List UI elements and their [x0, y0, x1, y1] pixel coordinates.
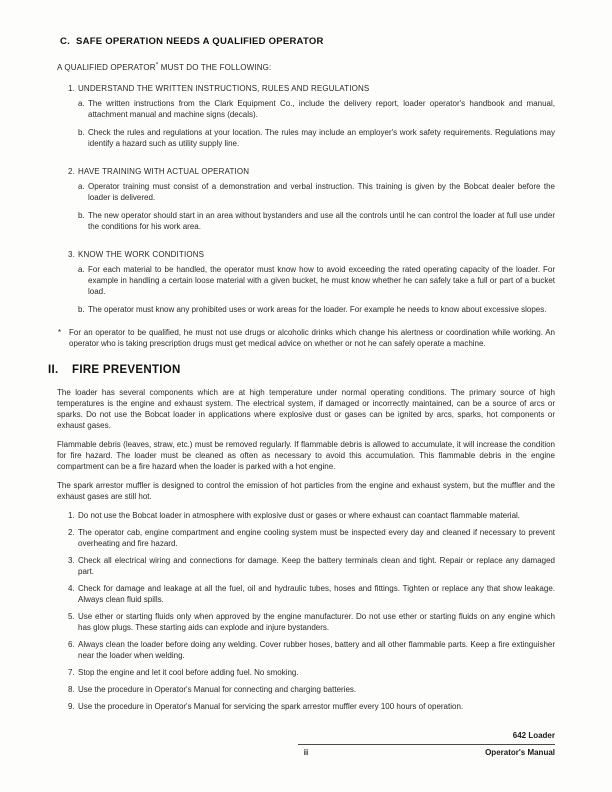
- rule-3b: [78, 304, 555, 315]
- rule-3a-text: For each material to be handled, the operator must know how to avoid exceeding the rated operating capacity of the loader. For example in handling a certain loose material with a given bucket, he must know whether he can safely take a full or part of a bucket load.: [88, 265, 555, 296]
- rule-3a-label: a.: [78, 265, 85, 274]
- rule-1-number: 1.: [68, 84, 75, 93]
- rule-1-title: [68, 83, 555, 94]
- fire-prevention-heading: [48, 363, 555, 377]
- rule-2-title: [68, 166, 555, 177]
- fire-rule-7-number: 7.: [68, 668, 75, 677]
- rule-3a: [78, 264, 555, 297]
- fire-rule-3-number: 3.: [68, 556, 75, 565]
- rule-1b-text: Check the rules and regulations at your location. The rules may include an employer's work safety requirements. Regulations may identify a hazard such as utility supply line.: [88, 128, 555, 148]
- intro-text-continuation: MUST DO THE FOLLOWING:: [158, 63, 272, 72]
- fire-rule-6: [68, 639, 555, 661]
- fire-rule-1: [68, 510, 555, 521]
- footer-divider: [298, 744, 555, 745]
- rule-1b: [78, 127, 555, 149]
- page-number: ii: [303, 748, 309, 757]
- rule-3-title: [68, 249, 555, 260]
- rule-2-number: 2.: [68, 167, 75, 176]
- fire-rule-5-text: Use ether or starting fluids only when approved by the engine manufacturer. Do not use ether or starting fluids on any engine which has glow plugs. These starting aids can explode and injure bystanders.: [78, 612, 555, 632]
- rule-1a: [78, 98, 555, 120]
- fire-rule-9-text: Use the procedure in Operator's Manual for servicing the spark arrestor muffler every 100 hours of operation.: [78, 702, 464, 711]
- footer-bottom-row: [57, 748, 555, 758]
- footer-manual-label: Operator's Manual: [485, 748, 555, 757]
- fire-rule-2-text: The operator cab, engine compartment and engine cooling system must be inspected every day and cleaned if necessary to prevent overheating and fire hazard.: [78, 528, 555, 548]
- qualified-operator-footnote: [57, 327, 555, 349]
- rule-3b-label: b.: [78, 305, 85, 314]
- section-c-letter: C.: [60, 36, 70, 47]
- fire-prevention-paragraph-2: Flammable debris (leaves, straw, etc.) must be removed regularly. If flammable debris is allowed to accumulate, it will increase the condition for fire hazard. The loader must be cleaned as often as necessary to avoid this accumulation. This flammable debris in the engine compartment can be a fire hazard when the loader is parked with a hot engine.: [57, 440, 555, 471]
- fire-rule-2: [68, 527, 555, 549]
- fire-rule-4-text: Check for damage and leakage at all the fuel, oil and hydraulic tubes, hoses and fittings. Tighten or replace any that show leakage. Always clean fluid spills.: [78, 584, 555, 604]
- fire-rule-8: [68, 684, 555, 695]
- rule-2-text: HAVE TRAINING WITH ACTUAL OPERATION: [78, 167, 250, 176]
- rule-2b-label: b.: [78, 211, 85, 220]
- intro-text: A QUALIFIED OPERATOR: [57, 63, 156, 72]
- rule-1-text: UNDERSTAND THE WRITTEN INSTRUCTIONS, RULES AND REGULATIONS: [78, 84, 370, 93]
- fire-rule-1-text: Do not use the Bobcat loader in atmosphere with explosive dust or gases or where exhaust can coantact flammable material.: [78, 511, 521, 520]
- section-c-title: SAFE OPERATION NEEDS A QUALIFIED OPERATOR: [76, 36, 324, 47]
- fire-rule-2-number: 2.: [68, 528, 75, 537]
- fire-prevention-title: FIRE PREVENTION: [72, 364, 181, 376]
- fire-rule-7: [68, 667, 555, 678]
- fire-rule-6-number: 6.: [68, 640, 75, 649]
- fire-rule-5-number: 5.: [68, 612, 75, 621]
- rule-2b: [78, 210, 555, 232]
- footnote-asterisk: *: [58, 328, 62, 337]
- rule-2a-label: a.: [78, 182, 85, 191]
- fire-rule-8-text: Use the procedure in Operator's Manual for connecting and charging batteries.: [78, 685, 357, 694]
- rule-1b-label: b.: [78, 128, 85, 137]
- footnote-text: For an operator to be qualified, he must not use drugs or alcoholic drinks which change his alertness or coordination while working. An operator who is taking prescription drugs must get medical advice on whether or not he can safely operate a machine.: [69, 328, 555, 348]
- rule-3b-text: The operator must know any prohibited uses or work areas for the loader. For example he needs to know about excessive slopes.: [88, 305, 547, 314]
- rule-3-number: 3.: [68, 250, 75, 259]
- page-footer: [57, 731, 555, 758]
- footnote-reference-marker: *: [155, 61, 159, 69]
- fire-rule-3-text: Check all electrical wiring and connections for damage. Keep the battery terminals clean and tight. Repair or replace any damaged part.: [78, 556, 555, 576]
- rule-3-text: KNOW THE WORK CONDITIONS: [78, 250, 205, 259]
- fire-rule-6-text: Always clean the loader before doing any welding. Cover rubber hoses, battery and all other flammable parts. Keep a fire extinguisher near the loader when welding.: [78, 640, 555, 660]
- qualified-operator-intro: [57, 62, 555, 73]
- rule-1a-label: a.: [78, 99, 85, 108]
- fire-rule-9: [68, 701, 555, 712]
- rule-2a: [78, 181, 555, 203]
- rule-2b-text: The new operator should start in an area without bystanders and use all the controls until he can control the loader at full use under the conditions for his work area.: [88, 211, 555, 231]
- footer-model-label: 642 Loader: [512, 731, 555, 740]
- fire-rule-5: [68, 611, 555, 633]
- rule-1a-text: The written instructions from the Clark Equipment Co., include the delivery report, loader operator's handbook and manual, attachment manual and machine signs (decals).: [88, 99, 555, 119]
- fire-rule-4-number: 4.: [68, 584, 75, 593]
- rule-2a-text: Operator training must consist of a demonstration and verbal instruction. This training is given by the Bobcat dealer before the loader is delivered.: [88, 182, 555, 202]
- section-c-heading: [60, 36, 555, 48]
- fire-rule-9-number: 9.: [68, 702, 75, 711]
- fire-prevention-paragraph-1: The loader has several components which are at high temperature under normal operating conditions. The primary source of high temperatures is the engine and exhaust system. The electrical system, if damaged or incorrectly maintained, can be a source of arcs or sparks. Do not use the Bobcat loader in applications where explosive dust or gases can be ignited by arcs, sparks, hot components or exhaust gases.: [57, 388, 555, 430]
- fire-rule-3: [68, 555, 555, 577]
- fire-rule-8-number: 8.: [68, 685, 75, 694]
- fire-prevention-paragraph-3: The spark arrestor muffler is designed to control the emission of hot particles from the engine and exhaust system, but the muffler and the exhaust gases are still hot.: [57, 481, 555, 501]
- fire-rule-1-number: 1.: [68, 511, 75, 520]
- fire-rule-4: [68, 583, 555, 605]
- section-ii-numeral: II.: [48, 364, 59, 376]
- fire-rule-7-text: Stop the engine and let it cool before adding fuel. No smoking.: [78, 668, 299, 677]
